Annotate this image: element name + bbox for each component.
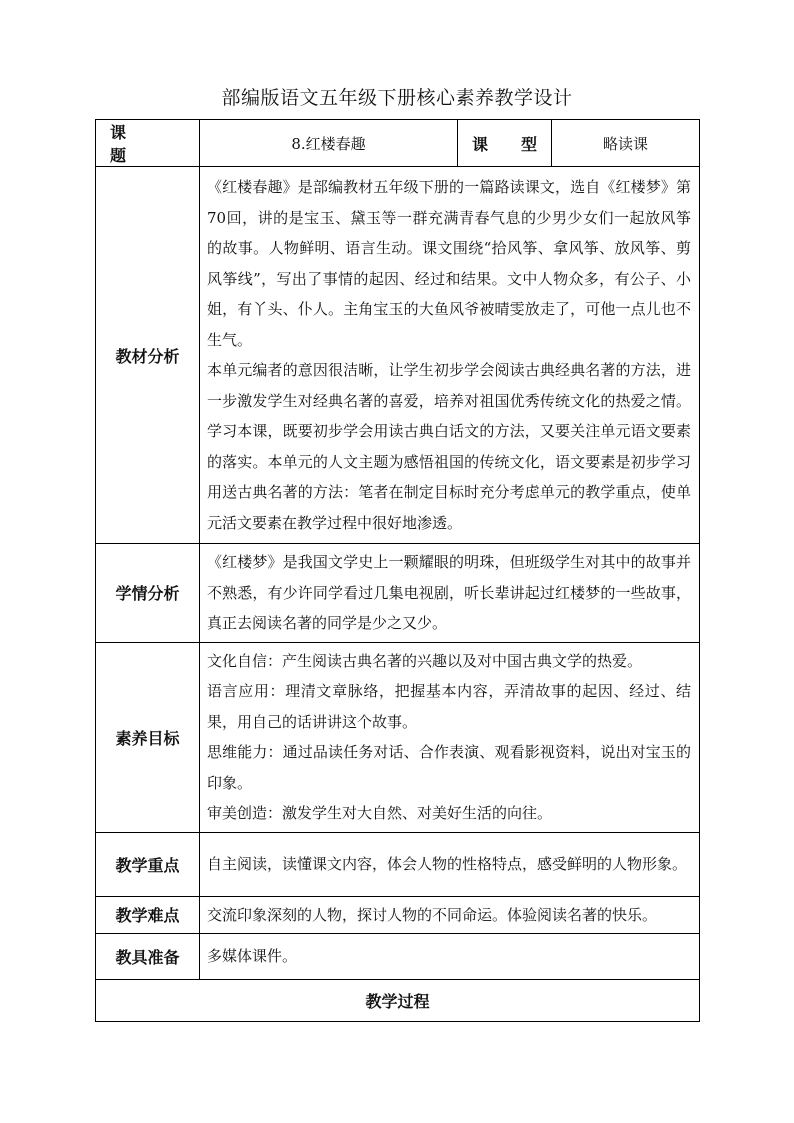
process-row — [96, 980, 700, 1022]
lesson-value: 8.红楼春趣 — [200, 120, 458, 167]
material-analysis-content — [200, 167, 700, 544]
tools-content: 多媒体课件。 — [200, 934, 700, 980]
key-points-content: 自主阅读，读懂课文内容，体会人物的性格特点，感受鲜明的人物形象。 — [200, 832, 700, 896]
type-label: 课 型 — [458, 120, 552, 167]
student-paragraph-1: 《红楼梦》是我国文学史上一颗耀眼的明珠，但班级学生对其中的故事并不熟悉，有少许同学看过几集电视剧，听长辈讲起过红楼梦的一些故事，真正去阅读名著的同学是少之又少。 — [207, 553, 691, 632]
student-analysis-label: 学情分析 — [96, 544, 200, 643]
goal-aesthetics: 审美创造：激发学生对大自然、对美好生活的向往。 — [207, 804, 553, 822]
lesson-plan-table — [95, 119, 700, 1022]
student-analysis-content — [200, 544, 700, 643]
difficulties-label: 教学难点 — [96, 896, 200, 934]
student-analysis-row — [96, 544, 700, 643]
material-paragraph-2: 本单元编者的意因很洁晰，让学生初步学会阅读古典经典名著的方法，进一步激发学生对经典名著的喜爱，培养对祖国优秀传统文化的热爱之情。学习本课，既要初步学会用读古典白话文的方法，又要关注单元语文要素的落实。本单元的人文主题为感悟祖国的传统文化，语文要素是初步学习用送古典名著的方法：笔者在制定目标时充分考虑单元的教学重点，使单元活文要素在教学过程中很好地渗透。 — [207, 361, 691, 532]
key-points-row — [96, 832, 700, 896]
tools-label: 教具准备 — [96, 934, 200, 980]
literacy-goals-content — [200, 642, 700, 832]
goal-thinking: 思维能力：通过品读任务对话、合作表演、观看影视资料，说出对宝玉的印象。 — [207, 743, 691, 792]
document-title: 部编版语文五年级下册核心素养教学设计 — [221, 87, 573, 109]
key-points-label: 教学重点 — [96, 832, 200, 896]
literacy-goals-label: 素养目标 — [96, 642, 200, 832]
process-heading: 教学过程 — [96, 980, 700, 1022]
type-value: 略读课 — [552, 120, 700, 167]
difficulties-row — [96, 896, 700, 934]
difficulties-content: 交流印象深刻的人物，探讨人物的不同命运。体验阅读名著的快乐。 — [200, 896, 700, 934]
goal-language: 语言应用：理清文章脉络，把握基本内容，弄清故事的起因、经过、结果，用自己的话讲讲这个故事。 — [207, 682, 691, 731]
header-row — [96, 120, 700, 167]
literacy-goals-row — [96, 642, 700, 832]
lesson-label: 课题 — [96, 120, 200, 167]
material-paragraph-1: 《红楼春趣》是部编教材五年级下册的一篇路读课文，选自《红楼梦》第70回，讲的是宝玉、黛玉等一群充满青春气息的少男少女们一起放风筝的故事。人物鲜明、语言生动。课文围绕“拾风筝、拿风筝、放风筝、剪风筝线”，写出了事情的起因、经过和结果。文中人物众多，有公子、小姐，有丫头、仆人。主角宝玉的大鱼风爷被晴雯放走了，可他一点儿也不生气。 — [207, 178, 691, 349]
material-analysis-row — [96, 167, 700, 544]
tools-row — [96, 934, 700, 980]
material-analysis-label: 教材分析 — [96, 167, 200, 544]
goal-culture: 文化自信：产生阅读古典名著的兴趣以及对中国古典文学的热爱。 — [207, 651, 643, 670]
